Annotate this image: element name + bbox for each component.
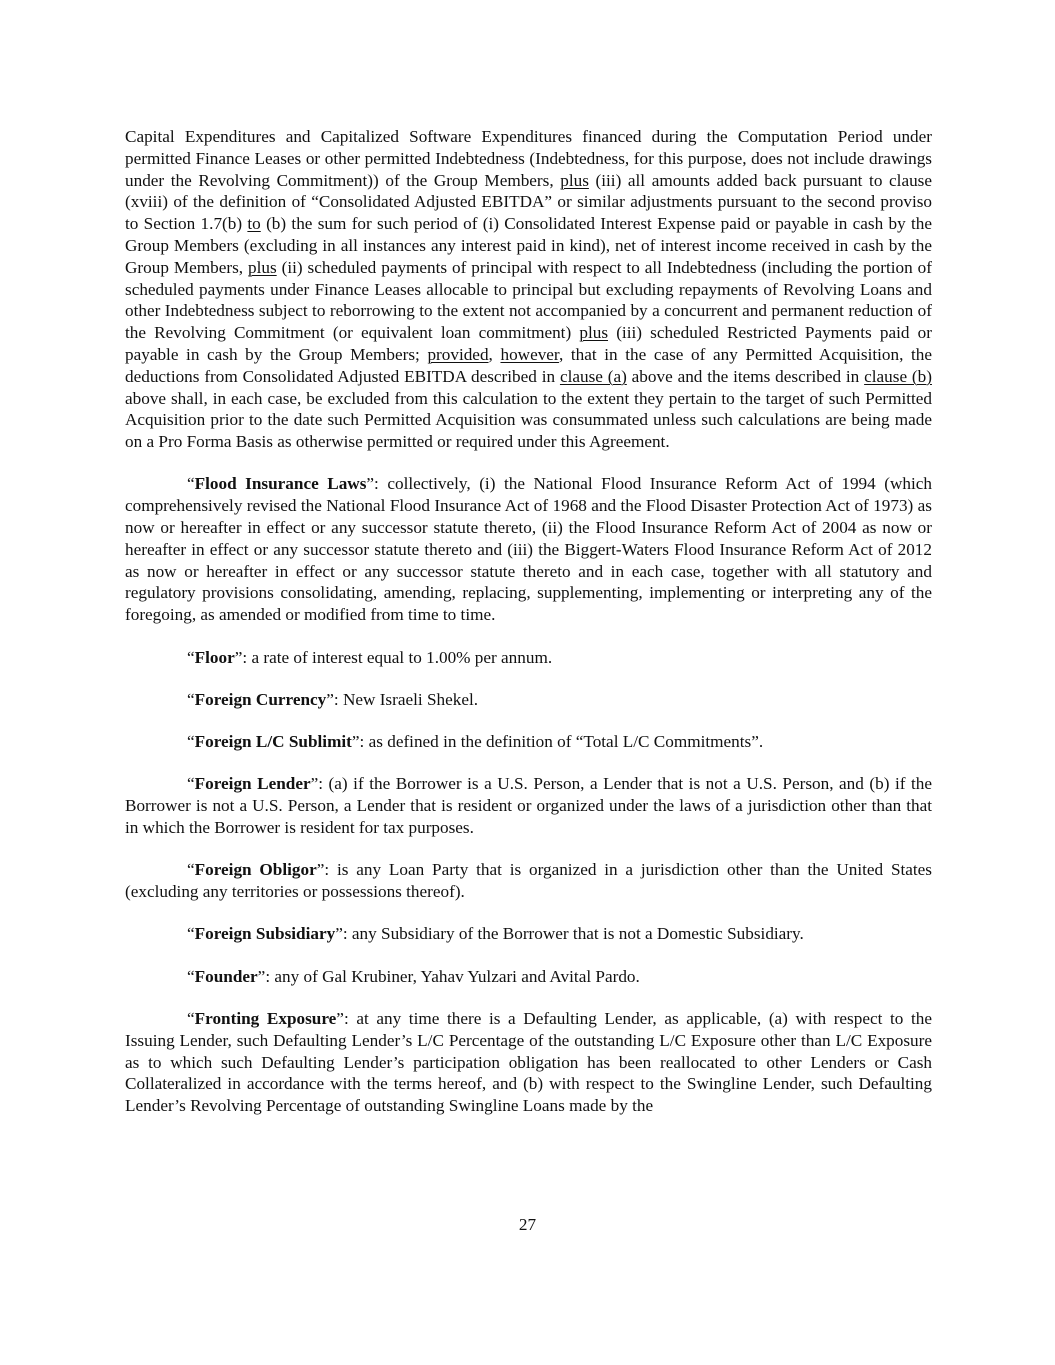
open-quote: “ (187, 860, 195, 880)
paragraph-text: (iii) all amounts added back pursuant to clause (xviii) of the definition of “Consolidated Adjusted EBITDA” or similar adjustments pursuant to the second proviso to Section 1.7(b) (125, 170, 932, 234)
defined-term: Foreign Lender (194, 774, 311, 794)
close-quote: ” (351, 732, 360, 752)
open-quote: “ (187, 474, 195, 494)
definition-floor (125, 647, 932, 669)
paragraph-text: (b) the sum for such period of (i) Consolidated Interest Expense paid or payable in cash by the Group Members (excluding in all instances any interest paid in kind), net of interest income received in cash by the Group Members, (125, 214, 932, 277)
close-quote: ” (335, 924, 343, 944)
clause-reference: clause (a) (559, 366, 627, 386)
paragraph-text: Capital Expenditures and Capitalized Software Expenditures financed during the Computation Period under permitted Finance Leases or other permitted Indebtedness (Indebtedness, for this purpose, does not include drawings under the Revolving Commitment)) of the Group Members, (125, 127, 932, 190)
open-quote: “ (187, 1009, 195, 1028)
definition-foreign-obligor (125, 859, 932, 903)
definition-body: : as defined in the definition of “Total L/C Commitments”. (359, 732, 764, 752)
definition-founder (125, 966, 932, 988)
definition-body: : any of Gal Krubiner, Yahav Yulzari and Avital Pardo. (265, 966, 640, 986)
close-quote: ” (336, 1009, 344, 1028)
definition-fronting-exposure (125, 1008, 932, 1117)
close-quote: ” (310, 774, 319, 794)
defined-term: Foreign L/C Sublimit (194, 732, 352, 752)
definition-body: : any Subsidiary of the Borrower that is not a Domestic Subsidiary. (342, 924, 804, 944)
close-quote: ” (326, 689, 334, 709)
open-quote: “ (187, 774, 195, 794)
defined-term: Fronting Exposure (194, 1009, 337, 1028)
open-quote: “ (187, 647, 195, 667)
open-quote: “ (187, 966, 195, 986)
paragraph-text: (iii) scheduled Restricted Payments paid or payable in cash by the Group Members; (125, 323, 932, 364)
underlined-term: provided (427, 344, 489, 364)
page-number: 27 (518, 1215, 537, 1234)
defined-term: Foreign Obligor (194, 860, 317, 880)
defined-term: Foreign Currency (194, 689, 327, 709)
defined-term: Foreign Subsidiary (194, 924, 336, 944)
definition-body: : a rate of interest equal to 1.00% per annum. (242, 647, 553, 667)
continuation-paragraph (125, 126, 932, 453)
close-quote: ” (366, 474, 375, 494)
definition-foreign-lc-sublimit (125, 731, 932, 753)
underlined-term: to (247, 214, 261, 234)
open-quote: “ (187, 689, 195, 709)
underlined-term: however (500, 344, 559, 364)
defined-term: Founder (194, 966, 258, 986)
document-page (125, 126, 932, 1137)
paragraph-text: above shall, in each case, be excluded from this calculation to the extent they pertain to the target of such Permitted Acquisition prior to the date such Permitted Acquisition was consummated unless such calculations are being made on a Pro Forma Basis as otherwise permitted or required under this Agreement. (125, 388, 932, 452)
paragraph-text: , that in the case of any Permitted Acquisition, the deductions from Consolidated Adjusted EBITDA described in (125, 344, 933, 386)
close-quote: ” (316, 860, 325, 880)
open-quote: “ (187, 924, 195, 944)
definition-flood-insurance-laws (125, 473, 932, 626)
definition-foreign-subsidiary (125, 923, 932, 945)
definition-body: : is any Loan Party that is organized in a jurisdiction other than the United States (excluding any territories or possessions thereof). (125, 860, 932, 902)
definition-body: : at any time there is a Defaulting Lender, as applicable, (a) with respect to the Issuing Lender, such Defaulting Lender’s L/C Percentage of the outstanding L/C Exposure other than L/C Exposure as to which such Defaulting Lender’s participation obligation has been reallocated to other Lenders or Cash Collateralized in accordance with the terms hereof, and (b) with respect to the Swingline Lender, such Defaulting Lender’s Revolving Percentage of outstanding Swingline Loans made by the (125, 1009, 932, 1116)
definition-body: : New Israeli Shekel. (333, 689, 479, 709)
underlined-term: plus (579, 323, 609, 343)
underlined-term: plus (248, 257, 277, 277)
paragraph-text: (ii) scheduled payments of principal with respect to all Indebtedness (including the portion of scheduled payments under Finance Leases allocable to principal but excluding repayments of Revolving Loans and other Indebtedness subject to reborrowing to the extent not accompanied by a concurrent and permanent reduction of the Revolving Commitment (or equivalent loan commitment) (125, 257, 932, 343)
defined-term: Flood Insurance Laws (194, 474, 367, 494)
underlined-term: plus (560, 170, 589, 190)
close-quote: ” (257, 966, 266, 986)
paragraph-text: , (488, 344, 501, 364)
definition-body: : (a) if the Borrower is a U.S. Person, a Lender that is not a U.S. Person, and (b) if the Borrower is not a U.S. Person, a Lender that is resident or organized under the laws of a jurisdiction other than that in which the Borrower is resident for tax purposes. (125, 774, 932, 838)
definition-foreign-lender (125, 773, 932, 838)
definition-foreign-currency (125, 689, 932, 711)
definition-body: : collectively, (i) the National Flood Insurance Reform Act of 1994 (which comprehensively revised the National Flood Insurance Act of 1968 and the Flood Disaster Protection Act of 1973) as now or hereafter in effect or any successor statute thereto, (ii) the Flood Insurance Reform Act of 2004 as now or hereafter in effect or any successor statute thereto and (iii) the Biggert-Waters Flood Insurance Reform Act of 2012 as now or hereafter in effect or any successor statute thereto and in each case, together with all statutory and regulatory provisions consolidating, amending, replacing, supplementing, implementing or interpreting any of the foregoing, as amended or modified from time to time. (125, 474, 932, 625)
clause-reference: clause (b) (864, 366, 932, 386)
open-quote: “ (187, 732, 195, 752)
defined-term: Floor (194, 647, 235, 667)
paragraph-text: above and the items described in (626, 366, 865, 386)
close-quote: ” (234, 647, 243, 667)
